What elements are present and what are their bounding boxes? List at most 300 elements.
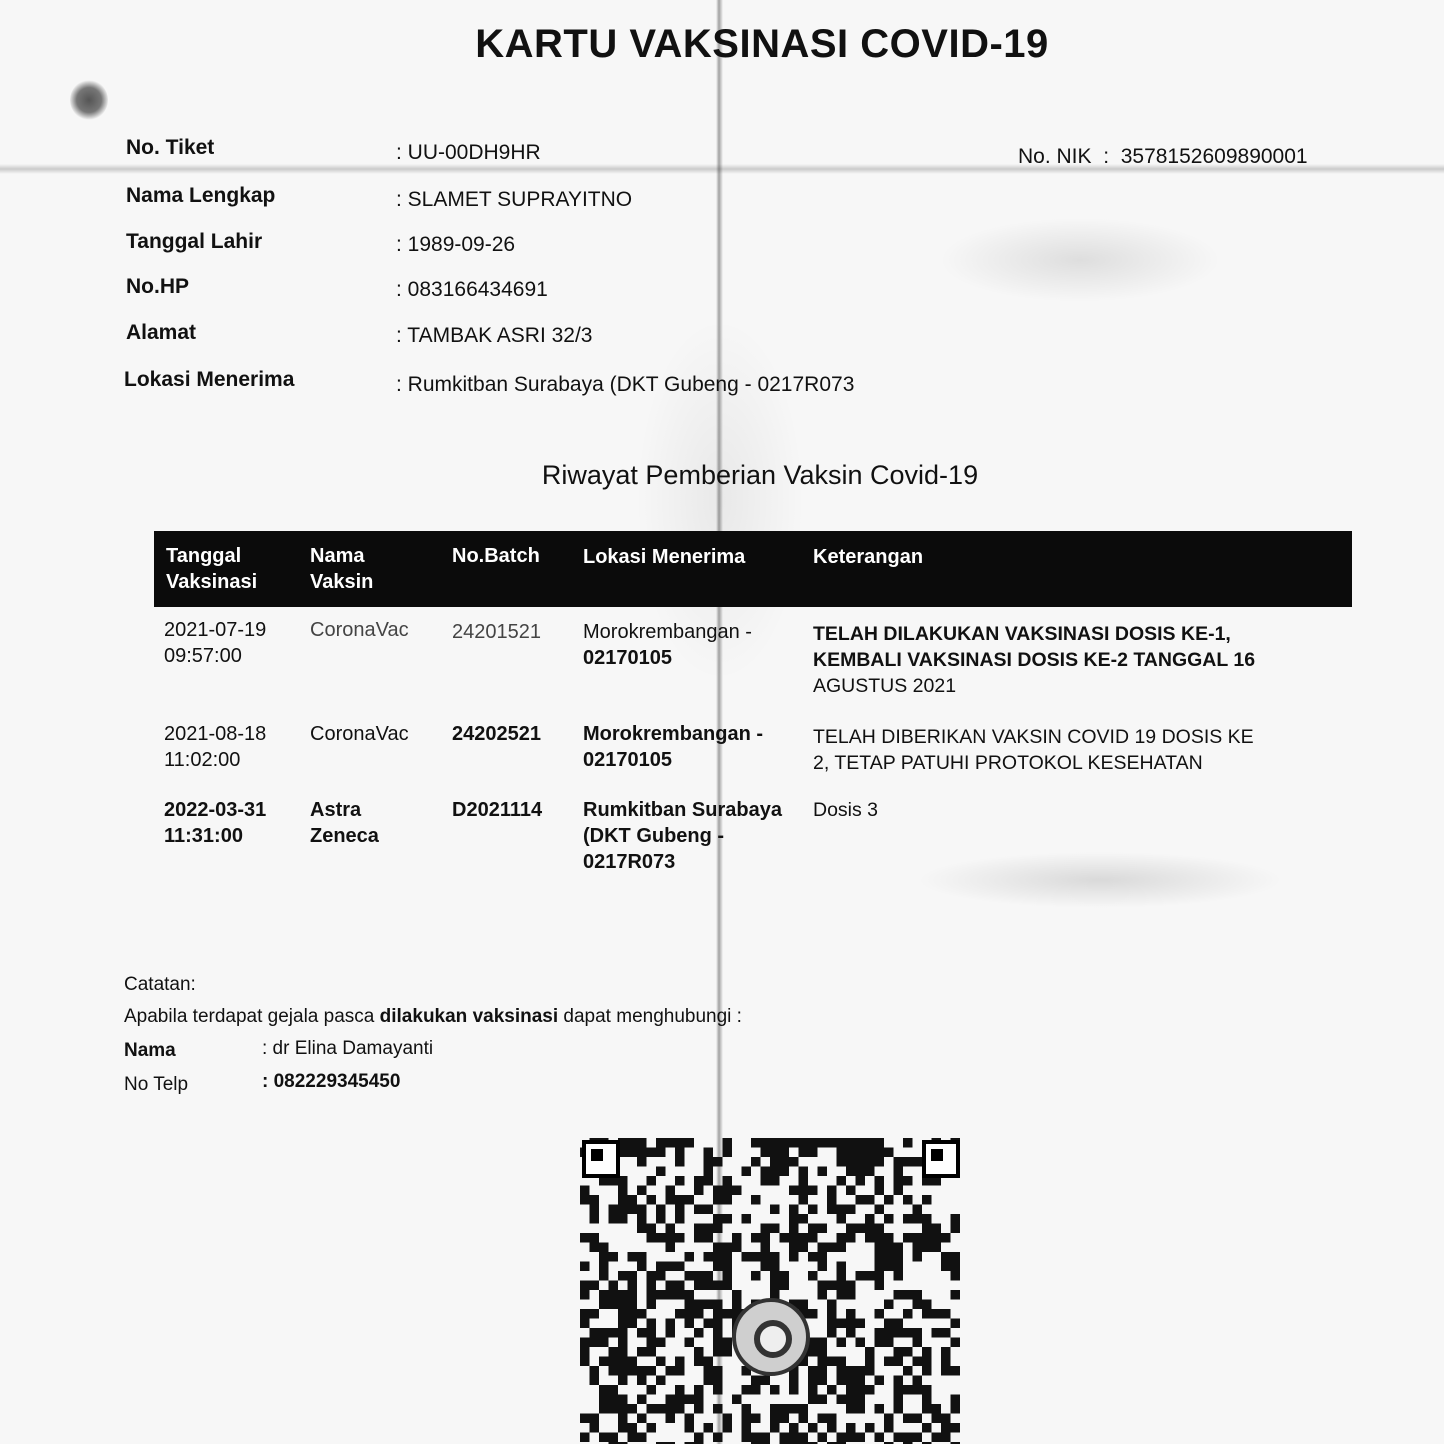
qr-module [685,1423,695,1433]
row-batch: D2021114 [452,799,543,821]
qr-module [903,1233,913,1243]
qr-module [713,1262,723,1272]
qr-module [761,1176,771,1186]
qr-module [808,1366,818,1376]
qr-module [941,1347,951,1357]
qr-module [713,1376,723,1386]
qr-module [647,1195,657,1205]
qr-module [704,1357,714,1367]
qr-module [799,1186,809,1196]
qr-module [713,1281,723,1291]
qr-module [875,1186,885,1196]
qr-module [647,1347,657,1357]
qr-module [875,1433,885,1443]
qr-module [694,1281,704,1291]
qr-module [713,1300,723,1310]
qr-module [837,1214,847,1224]
qr-module [751,1271,761,1281]
row-date-time: 09:57:00 [164,645,242,667]
qr-module [590,1366,600,1376]
qr-module [637,1376,647,1386]
qr-module [599,1404,609,1414]
qr-module [770,1281,780,1291]
qr-module [628,1319,638,1329]
qr-module [894,1186,904,1196]
notes-text-bold: dilakukan vaksinasi [379,1006,559,1027]
qr-module [732,1395,742,1405]
qr-module [922,1243,932,1253]
qr-module [713,1385,723,1395]
qr-module [713,1319,723,1329]
qr-module [875,1224,885,1234]
qr-module [894,1328,904,1338]
qr-module [675,1366,685,1376]
qr-module [903,1138,913,1148]
row-vaccine [310,797,440,849]
qr-module [865,1347,875,1357]
row-vaccine-line1: Astra [310,799,362,821]
qr-module [637,1224,647,1234]
qr-module [922,1395,932,1405]
qr-module [713,1328,723,1338]
qr-module [827,1357,837,1367]
qr-module [751,1195,761,1205]
qr-module [875,1262,885,1272]
row-location [583,797,798,875]
qr-module [618,1414,628,1424]
qr-module [723,1148,733,1158]
qr-module [628,1404,638,1414]
qr-module [628,1357,638,1367]
row-location-line2: (DKT Gubeng - [583,825,725,847]
qr-module [618,1205,628,1215]
qr-module [580,1233,590,1243]
qr-module [742,1252,752,1262]
qr-module [732,1290,742,1300]
qr-module [837,1205,847,1215]
qr-module [599,1271,609,1281]
qr-module [742,1214,752,1224]
qr-module [846,1290,856,1300]
qr-module [666,1395,676,1405]
qr-module [884,1414,894,1424]
phone-label: No.HP [126,275,189,298]
qr-module [894,1262,904,1272]
qr-module [618,1195,628,1205]
qr-module [761,1233,771,1243]
row-vaccine-line2: Zeneca [310,825,379,847]
qr-module [856,1338,866,1348]
qr-module [837,1262,847,1272]
qr-module [799,1167,809,1177]
qr-module [827,1138,837,1148]
qr-module [618,1290,628,1300]
qr-module [837,1290,847,1300]
qr-module [761,1376,771,1386]
qr-module [694,1347,704,1357]
qr-module [875,1271,885,1281]
qr-module [799,1243,809,1253]
qr-module [941,1433,951,1443]
qr-module [590,1414,600,1424]
qr-module [694,1205,704,1215]
emblem-icon [732,1298,810,1376]
qr-module [723,1414,733,1424]
row-date [164,617,304,669]
contact-phone-value: : 082229345450 [262,1071,401,1092]
qr-module [894,1404,904,1414]
qr-module [875,1404,885,1414]
qr-module [704,1176,714,1186]
qr-module [903,1433,913,1443]
qr-module [799,1404,809,1414]
qr-module [865,1195,875,1205]
qr-module [922,1224,932,1234]
qr-module [856,1385,866,1395]
qr-module [609,1366,619,1376]
qr-module [856,1271,866,1281]
qr-module [590,1214,600,1224]
qr-module [742,1433,752,1443]
qr-module [846,1167,856,1177]
qr-module [827,1328,837,1338]
qr-module [647,1148,657,1158]
qr-module [827,1300,837,1310]
qr-module [808,1309,818,1319]
qr-module [599,1262,609,1272]
qr-module [789,1404,799,1414]
qr-module [666,1366,676,1376]
row-notes-line2: 2, TETAP PATUHI PROTOKOL KESEHATAN [813,752,1203,774]
qr-module [694,1328,704,1338]
qr-module [894,1176,904,1186]
qr-module [932,1243,942,1253]
qr-module [751,1157,761,1167]
qr-module [951,1338,961,1348]
qr-module [903,1290,913,1300]
row-date-time: 11:31:00 [164,825,243,847]
qr-module [932,1224,942,1234]
qr-module [618,1338,628,1348]
qr-module [742,1423,752,1433]
qr-module [837,1357,847,1367]
qr-module [818,1290,828,1300]
qr-module [609,1300,619,1310]
qr-module [628,1138,638,1148]
qr-module [704,1205,714,1215]
qr-module [637,1148,647,1158]
qr-module [609,1252,619,1262]
fullname-value: : SLAMET SUPRAYITNO [396,188,632,212]
qr-module [599,1338,609,1348]
qr-module [656,1262,666,1272]
qr-module [951,1271,961,1281]
qr-module [704,1157,714,1167]
qr-module [932,1309,942,1319]
qr-module [951,1214,961,1224]
qr-module [951,1366,961,1376]
qr-module [894,1243,904,1253]
qr-module [799,1214,809,1224]
qr-module [865,1167,875,1177]
qr-module [580,1195,590,1205]
qr-module [894,1376,904,1386]
qr-module [827,1309,837,1319]
qr-module [742,1414,752,1424]
qr-module [599,1385,609,1395]
qr-module [875,1376,885,1386]
qr-module [846,1148,856,1158]
qr-module [732,1233,742,1243]
qr-module [628,1205,638,1215]
qr-module [694,1385,704,1395]
qr-module [865,1423,875,1433]
qr-module [656,1167,666,1177]
qr-module [818,1357,828,1367]
qr-module [770,1262,780,1272]
qr-module [941,1262,951,1272]
qr-module [780,1404,790,1414]
qr-module [704,1167,714,1177]
qr-module [580,1309,590,1319]
qr-module [770,1271,780,1281]
qr-module [789,1138,799,1148]
qr-module [599,1252,609,1262]
qr-module [637,1309,647,1319]
qr-module [628,1281,638,1291]
qr-module [723,1252,733,1262]
qr-module [685,1252,695,1262]
qr-module [913,1433,923,1443]
qr-module [884,1252,894,1262]
qr-module [941,1357,951,1367]
qr-module [761,1138,771,1148]
qr-module [846,1385,856,1395]
qr-module [827,1186,837,1196]
qr-module [846,1366,856,1376]
qr-module [704,1233,714,1243]
address-value: : TAMBAK ASRI 32/3 [396,324,592,348]
qr-module [789,1433,799,1443]
qr-module [618,1395,628,1405]
qr-module [723,1176,733,1186]
qr-module [761,1167,771,1177]
qr-module [666,1224,676,1234]
qr-module [647,1423,657,1433]
qr-module [913,1252,923,1262]
qr-module [856,1167,866,1177]
qr-module [922,1423,932,1433]
qr-module [609,1433,619,1443]
qr-module [694,1357,704,1367]
qr-module [675,1138,685,1148]
qr-module [818,1433,828,1443]
qr-module [875,1138,885,1148]
qr-module [580,1357,590,1367]
qr-module [590,1205,600,1215]
qr-module [808,1186,818,1196]
qr-module [675,1385,685,1395]
row-notes [813,621,1353,699]
qr-module [694,1309,704,1319]
header-vaccine-line2: Vaksin [310,571,374,593]
qr-module [894,1319,904,1329]
qr-module [808,1148,818,1158]
row-date [164,721,304,773]
qr-module [932,1328,942,1338]
qr-module [818,1138,828,1148]
qr-module [609,1281,619,1291]
qr-module [818,1167,828,1177]
qr-code-icon [580,1138,960,1444]
qr-module [941,1252,951,1262]
qr-module [837,1281,847,1291]
qr-module [694,1233,704,1243]
qr-module [799,1414,809,1424]
qr-module [666,1328,676,1338]
qr-module [656,1404,666,1414]
qr-module [789,1214,799,1224]
qr-module [618,1376,628,1386]
qr-module [818,1262,828,1272]
qr-module [761,1252,771,1262]
qr-module [637,1214,647,1224]
qr-module [875,1328,885,1338]
qr-module [609,1357,619,1367]
qr-module [846,1376,856,1386]
qr-module [599,1290,609,1300]
qr-module [723,1338,733,1348]
qr-module [789,1157,799,1167]
qr-module [941,1366,951,1376]
qr-module [951,1262,961,1272]
qr-module [647,1328,657,1338]
qr-module [846,1319,856,1329]
qr-module [856,1224,866,1234]
qr-module [656,1271,666,1281]
qr-module [818,1243,828,1253]
qr-module [723,1195,733,1205]
qr-module [789,1252,799,1262]
qr-module [837,1366,847,1376]
qr-module [761,1262,771,1272]
qr-module [827,1385,837,1395]
row-batch: 24202521 [452,723,541,745]
qr-module [884,1214,894,1224]
qr-module [580,1347,590,1357]
qr-module [580,1290,590,1300]
qr-module [761,1433,771,1443]
fullname-label: Nama Lengkap [126,184,276,207]
qr-module [713,1309,723,1319]
qr-module [723,1271,733,1281]
qr-module [837,1271,847,1281]
qr-module [770,1138,780,1148]
qr-module [628,1366,638,1376]
qr-module [742,1404,752,1414]
qr-module [723,1347,733,1357]
row-date-day: 2021-07-19 [164,619,267,641]
qr-module [637,1157,647,1167]
qr-module [818,1252,828,1262]
qr-module [647,1224,657,1234]
qr-module [856,1433,866,1443]
qr-module [903,1195,913,1205]
qr-module [780,1414,790,1424]
qr-module [856,1176,866,1186]
qr-module [875,1281,885,1291]
qr-module [694,1224,704,1234]
qr-module [846,1224,856,1234]
qr-module [827,1281,837,1291]
qr-module [856,1157,866,1167]
qr-module [789,1233,799,1243]
qr-module [941,1414,951,1424]
qr-code-pattern [580,1138,960,1444]
qr-module [789,1376,799,1386]
row-vaccine [310,617,440,643]
qr-module [856,1366,866,1376]
header-location: Lokasi Menerima [583,546,746,568]
qr-module [656,1233,666,1243]
qr-module [875,1176,885,1186]
qr-module [865,1366,875,1376]
qr-module [922,1357,932,1367]
row-notes [813,724,1353,776]
qr-module [808,1252,818,1262]
qr-module [846,1395,856,1405]
qr-module [789,1224,799,1234]
location-label: Lokasi Menerima [124,368,295,391]
qr-module [818,1366,828,1376]
qr-module [723,1262,733,1272]
qr-module [647,1338,657,1348]
qr-module [799,1176,809,1186]
qr-module [609,1404,619,1414]
qr-module [818,1347,828,1357]
row-notes-line2: KEMBALI VAKSINASI DOSIS KE-2 TANGGAL 16 [813,649,1256,671]
qr-module [846,1138,856,1148]
qr-module [837,1376,847,1386]
qr-module [637,1366,647,1376]
qr-module [884,1233,894,1243]
qr-module [884,1357,894,1367]
qr-module [770,1176,780,1186]
qr-module [618,1357,628,1367]
qr-module [808,1233,818,1243]
qr-module [884,1423,894,1433]
qr-module [789,1205,799,1215]
qr-module [932,1233,942,1243]
qr-module [808,1138,818,1148]
qr-module [637,1252,647,1262]
row-notes-line1: Dosis 3 [813,799,879,821]
qr-module [932,1433,942,1443]
qr-module [599,1300,609,1310]
row-location-line1: Morokrembangan - [583,621,752,643]
qr-module [675,1148,685,1158]
qr-module [799,1148,809,1158]
qr-module [647,1366,657,1376]
qr-module [808,1347,818,1357]
qr-module [837,1138,847,1148]
row-location [583,619,798,671]
qr-module [675,1205,685,1215]
qr-module [799,1300,809,1310]
birthdate-value: : 1989-09-26 [396,233,515,257]
qr-module [723,1281,733,1291]
qr-module [884,1243,894,1253]
